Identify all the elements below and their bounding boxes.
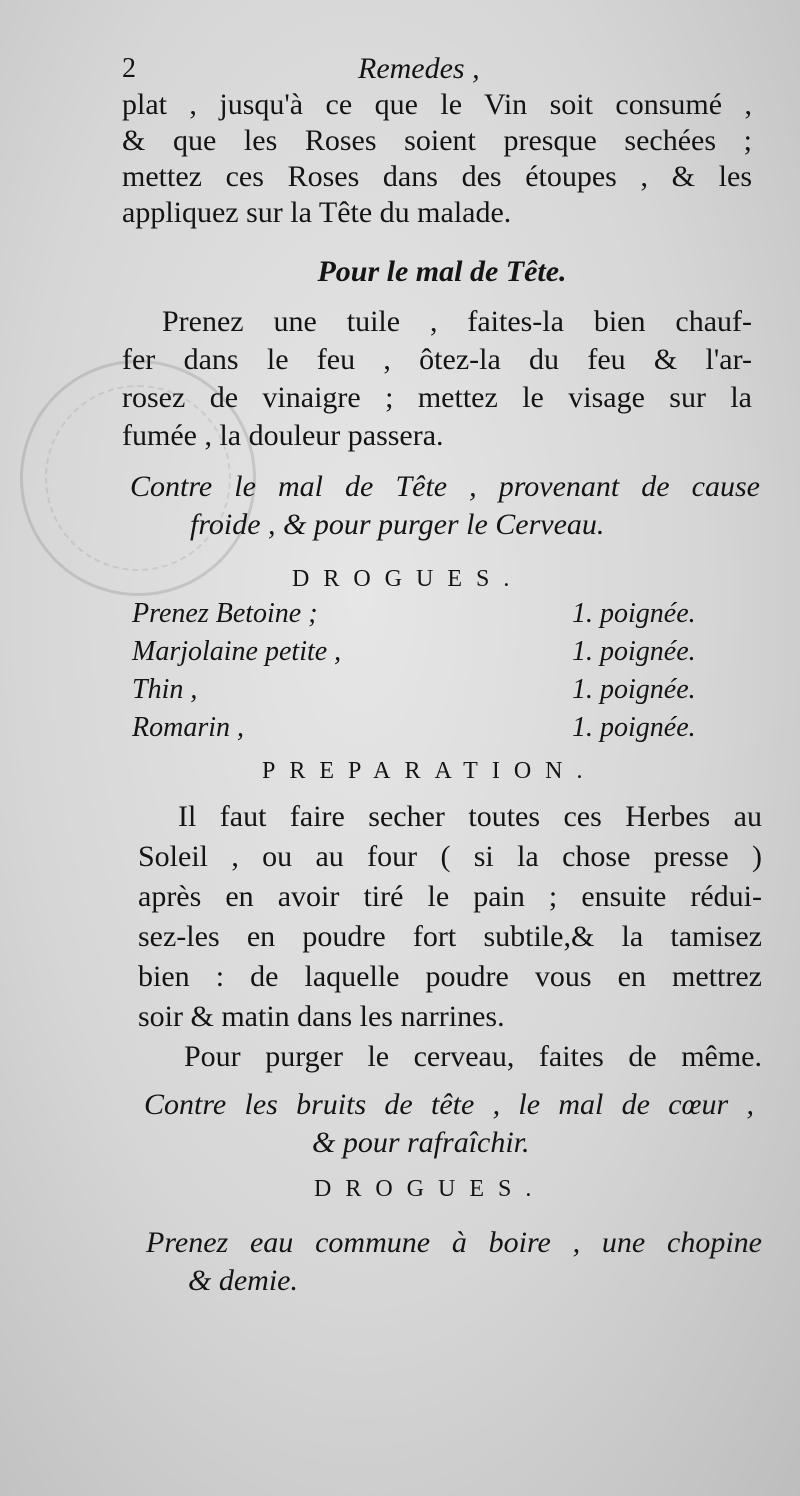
drug-row [132, 636, 762, 668]
text-line: bien : de laquelle poudre vous en mettrez [138, 960, 762, 993]
drug-name: Marjolaine petite , [132, 636, 342, 667]
text-line: rosez de vinaigre ; mettez le visage sur la [122, 381, 752, 414]
text-line: Prenez eau commune à boire , une chopine [146, 1226, 762, 1259]
text-line: Il faut faire secher toutes ces Herbes au [178, 800, 762, 833]
heading-line: froide , & pour purger le Cerveau. [190, 508, 605, 541]
drug-name: Romarin , [132, 712, 244, 743]
text-line: fumée , la douleur passera. [122, 419, 444, 452]
page-number: 2 [122, 53, 136, 84]
drug-name: Prenez Betoine ; [132, 598, 318, 629]
drug-row [132, 712, 762, 744]
text-line: sez-les en poudre fort subtile,& la tamisez [138, 920, 762, 953]
text-line: appliquez sur la Tête du malade. [122, 196, 512, 229]
drogues-label: DROGUES. [292, 566, 524, 592]
text-line: & que les Roses soient presque sechées ; [122, 124, 752, 157]
text-line: Soleil , ou au four ( si la chose presse ) [138, 840, 762, 873]
running-title: Remedes , [358, 52, 480, 85]
heading-line: & pour rafraîchir. [312, 1126, 530, 1159]
heading-mal-de-tete: Pour le mal de Tête. [317, 255, 567, 288]
text-line: fer dans le feu , ôtez-la du feu & l'ar- [122, 343, 752, 376]
drogues-label: DROGUES. [314, 1176, 546, 1202]
drug-quantity: 1. poignée. [572, 712, 696, 743]
text-line: Pour purger le cerveau, faites de même. [184, 1040, 762, 1073]
text-line: soir & matin dans les narrines. [138, 1000, 505, 1033]
drug-quantity: 1. poignée. [572, 674, 696, 705]
drug-quantity: 1. poignée. [572, 598, 696, 629]
text-line: Prenez une tuile , faites-la bien chauf- [162, 305, 752, 338]
heading-line: Contre les bruits de tête , le mal de cœur , [144, 1088, 754, 1121]
drug-row [132, 674, 762, 706]
text-line: plat , jusqu'à ce que le Vin soit consumé , [122, 88, 752, 121]
drug-quantity: 1. poignée. [572, 636, 696, 667]
drug-row [132, 598, 762, 630]
text-line: après en avoir tiré le pain ; ensuite rédui- [138, 880, 762, 913]
preparation-label: PREPARATION. [262, 758, 597, 784]
text-line: mettez ces Roses dans des étoupes , & les [122, 160, 752, 193]
text-line: & demie. [188, 1264, 298, 1297]
drug-name: Thin , [132, 674, 198, 705]
heading-line: Contre le mal de Tête , provenant de cause [130, 470, 760, 503]
